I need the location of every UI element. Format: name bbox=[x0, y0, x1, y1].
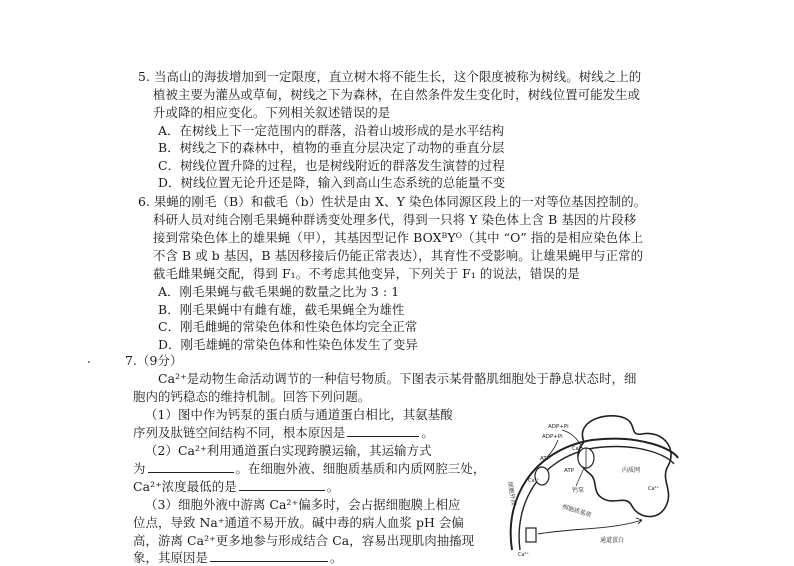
label-ca-er: Ca²⁺ bbox=[572, 446, 584, 452]
arrow-channel bbox=[538, 520, 642, 534]
label-ca-membrane: Ca²⁺ bbox=[528, 478, 540, 484]
answer-blank-4[interactable] bbox=[210, 549, 328, 562]
q7-part-2-line-1: （2）Ca²⁺利用通道蛋白实现跨膜运输，其运输方式 bbox=[145, 443, 432, 458]
q7-part-3-line-1: （3）细胞外液中游离 Ca²⁺偏多时，会占据细胞膜上相应 bbox=[145, 497, 461, 512]
label-ca-er-lumen: Ca²⁺ bbox=[648, 486, 660, 492]
q5-stem-line-2: 植被主要为灌丛或草甸，树线之下为森林，在自然条件发生变化时，树线位置可能发生或 bbox=[153, 87, 641, 102]
q7-part-1-line-1: （1）图中作为钙泵的蛋白质与通道蛋白相比，其氨基酸 bbox=[145, 407, 453, 422]
q6-stem-line-4: 不含 B 或 b 基因，B 基因移接后仍能正常表达），其育性不受影响。让雄果蝇甲与正常的 bbox=[153, 248, 644, 263]
channel-protein-shape bbox=[526, 528, 536, 542]
calcium-homeostasis-diagram bbox=[502, 410, 682, 558]
q7-part-3-line-4: 象，其原因是 。 bbox=[133, 550, 343, 565]
q6-stem-line-3: 接到常染色体上的雄果蝇（甲），其基因型记作 BOXᴮYᴼ（其中 “O” 指的是相应染色体上 bbox=[153, 230, 644, 245]
q7-header: 7.（9分） bbox=[125, 353, 183, 368]
q5-stem-line-3: 升或降的相应变化。下列相关叙述错误的是 bbox=[153, 105, 391, 120]
scan-speck bbox=[88, 361, 90, 363]
label-adp-pi-2: ADP+Pi bbox=[542, 434, 563, 440]
label-adp-pi-1: ADP+Pi bbox=[548, 424, 569, 430]
q5-option-d: D．树线位置无论升还是降，输入到高山生态系统的总能量不变 bbox=[158, 175, 506, 190]
q7-part-1-line-2: 序列及肽链空间结构不同，根本原因是 。 bbox=[133, 425, 434, 440]
q5-option-a: A．在树线上下一定范围内的群落，沿着山坡形成的是水平结构 bbox=[158, 123, 505, 138]
q7-part-3-line-3: 高，游离 Ca²⁺更多地参与形成结合 Ca，容易出现肌肉抽搐现 bbox=[133, 533, 475, 548]
label-er: 内质网 bbox=[622, 467, 641, 474]
answer-blank-2[interactable] bbox=[148, 460, 234, 473]
q7-part-3-line-2: 位点，导致 Na⁺通道不易开放。碱中毒的病人血浆 pH 会偏 bbox=[133, 515, 464, 530]
q5-stem-line-1: 5. 当高山的海拔增加到一定限度，直立树木将不能生长，这个限度被称为树线。树线之上的 bbox=[138, 69, 642, 84]
label-channel-protein: 通道蛋白 bbox=[600, 537, 625, 544]
q5-option-c: C．树线位置升降的过程，也是树线附近的群落发生演替的过程 bbox=[158, 158, 505, 173]
q7-part-2-line-2: 为 。在细胞外液、细胞质基质和内质网腔三处， bbox=[133, 461, 486, 476]
q6-stem-line-5: 截毛雌果蝇交配，得到 F₁。不考虑其他变异，下列关于 F₁ 的说法，错误的是 bbox=[153, 266, 580, 281]
q6-stem-line-1: 6. 果蝇的刚毛（B）和截毛（b）性状是由 X、Y 染色体同源区段上的一对等位基因控制的。 bbox=[138, 194, 647, 209]
q7-intro-line-1: Ca²⁺是动物生命活动调节的一种信号物质。下图表示某骨骼肌细胞处于静息状态时，细 bbox=[158, 371, 637, 386]
label-extracellular: 细胞外液 bbox=[506, 481, 518, 506]
q7-intro-line-2: 胞内的钙稳态的维持机制。回答下列问题。 bbox=[133, 389, 371, 404]
q7-part-2-line-3: Ca²⁺浓度最低的是 。 bbox=[133, 479, 340, 494]
label-cytoplasm: 细胞质基质 bbox=[561, 503, 593, 520]
q6-option-a: A．刚毛果蝇与截毛果蝇的数量之比为 3 : 1 bbox=[158, 284, 400, 299]
q6-stem-line-2: 科研人员对纯合刚毛果蝇种群诱变处理多代，得到一只将 Y 染色体上含 B 基因的片段移 bbox=[153, 212, 637, 227]
q6-option-c: C．刚毛雌蝇的常染色体和性染色体均完全正常 bbox=[158, 319, 418, 334]
label-atp-2: ATP bbox=[564, 468, 575, 474]
q5-option-b: B．树线之下的森林中，植物的垂直分层决定了动物的垂直分层 bbox=[158, 140, 505, 155]
label-ca-bottom: Ca²⁺ bbox=[518, 552, 530, 558]
answer-blank-3[interactable] bbox=[239, 478, 325, 491]
q6-option-d: D．刚毛雄蝇的常染色体和性染色体发生了变异 bbox=[158, 337, 418, 352]
label-atp-1: ATP bbox=[540, 456, 551, 462]
answer-blank-1[interactable] bbox=[347, 424, 419, 437]
label-calcium-pump: 钙泵 bbox=[572, 487, 585, 494]
pump-leader bbox=[576, 468, 584, 486]
q6-option-b: B．刚毛果蝇中有雌有雄，截毛果蝇全为雄性 bbox=[158, 302, 405, 317]
